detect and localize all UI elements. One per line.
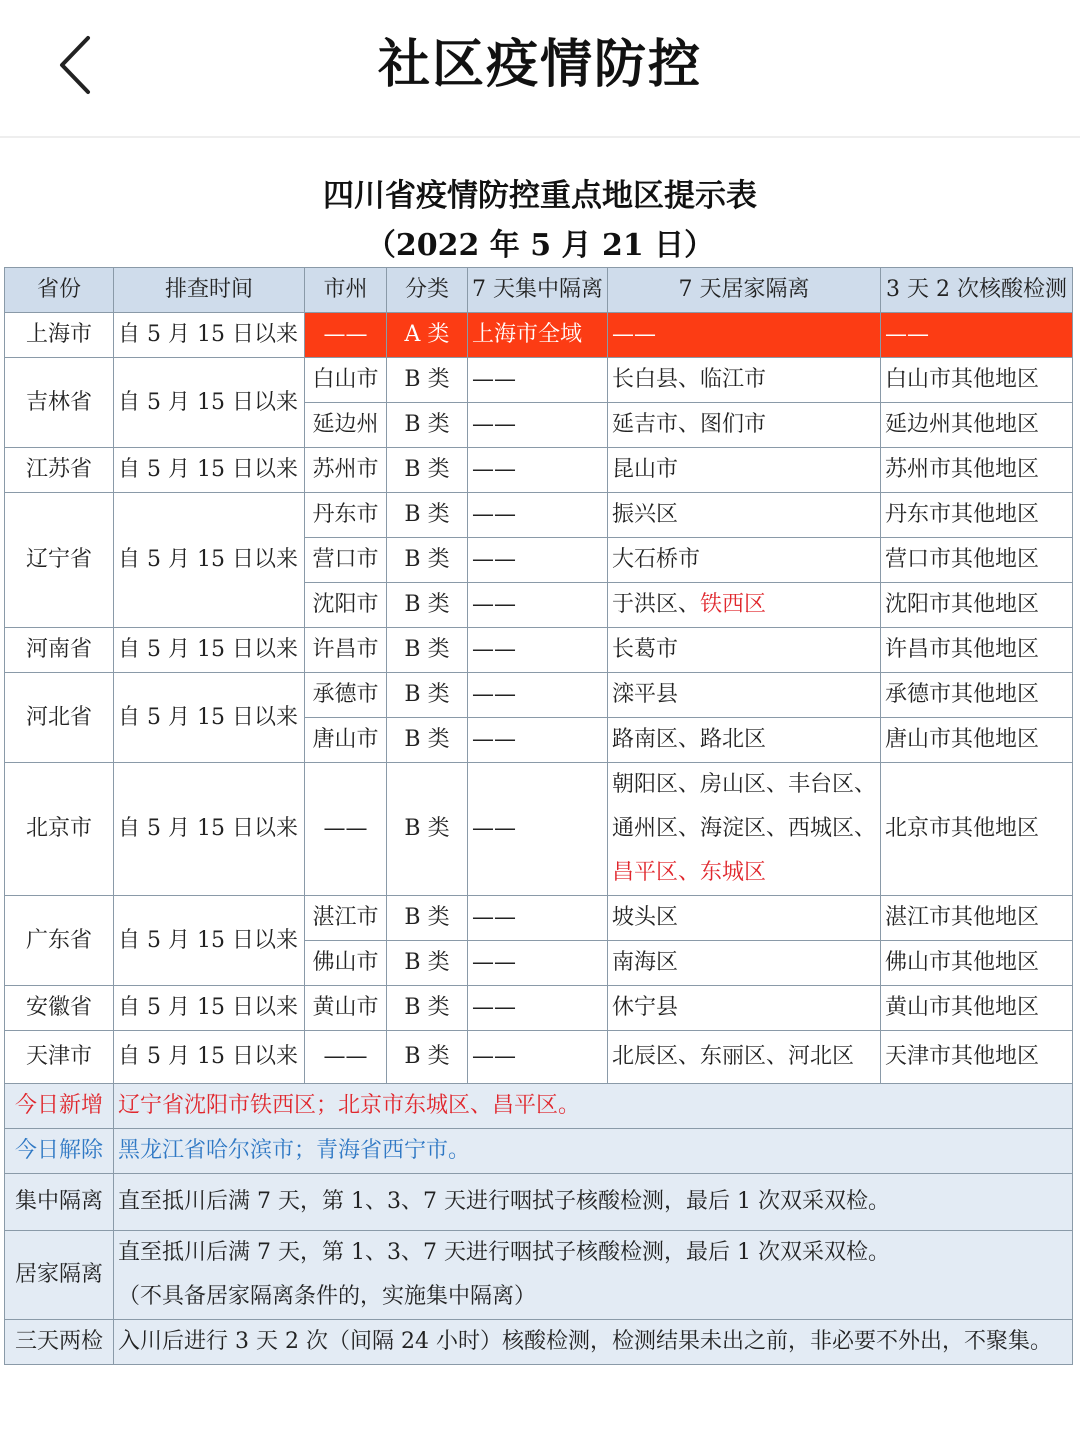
note-text: 入川后进行 3 天 2 次（间隔 24 小时）核酸检测，检测结果未出之前，非必要不外出，不聚集。: [114, 1320, 1073, 1365]
note-text: 直至抵川后满 7 天，第 1、3、7 天进行咽拭子核酸检测，最后 1 次双采双检。: [114, 1174, 1073, 1231]
note-label: 今日新增: [5, 1084, 114, 1129]
table-row: [5, 493, 1073, 538]
city-cell: 湛江市: [305, 896, 387, 941]
home-cell: ——: [608, 313, 881, 358]
note-text: 辽宁省沈阳市铁西区；北京市东城区、昌平区。: [114, 1084, 1073, 1129]
class-cell: A 类: [387, 313, 468, 358]
time-cell: 自 5 月 15 日以来: [114, 896, 305, 986]
table-row: [5, 358, 1073, 403]
central-cell: ——: [468, 986, 608, 1031]
class-cell: B 类: [387, 448, 468, 493]
class-cell: B 类: [387, 628, 468, 673]
central-cell: ——: [468, 628, 608, 673]
home-cell: 延吉市、图们市: [608, 403, 881, 448]
city-cell: 营口市: [305, 538, 387, 583]
document-title: 四川省疫情防控重点地区提示表: [323, 178, 757, 214]
test-cell: 苏州市其他地区: [881, 448, 1073, 493]
class-cell: B 类: [387, 763, 468, 896]
home-cell: [608, 583, 881, 628]
class-cell: B 类: [387, 1031, 468, 1084]
class-cell: B 类: [387, 896, 468, 941]
test-cell: 承德市其他地区: [881, 673, 1073, 718]
central-cell: ——: [468, 1031, 608, 1084]
time-cell: 自 5 月 15 日以来: [114, 763, 305, 896]
page-title: 社区疫情防控: [377, 35, 702, 95]
note-row-added: [5, 1084, 1073, 1129]
col-time: 排查时间: [114, 268, 305, 313]
central-cell: ——: [468, 673, 608, 718]
central-cell: ——: [468, 718, 608, 763]
central-cell: ——: [468, 403, 608, 448]
central-cell: ——: [468, 358, 608, 403]
time-cell: 自 5 月 15 日以来: [114, 673, 305, 763]
home-cell: 路南区、路北区: [608, 718, 881, 763]
note-text: 黑龙江省哈尔滨市；青海省西宁市。: [114, 1129, 1073, 1174]
note-row-central: [5, 1174, 1073, 1231]
city-cell: ——: [305, 1031, 387, 1084]
test-cell: 北京市其他地区: [881, 763, 1073, 896]
class-cell: B 类: [387, 358, 468, 403]
home-area-new-text: 铁西区: [700, 592, 767, 617]
city-cell: 白山市: [305, 358, 387, 403]
note-row-three: [5, 1320, 1073, 1365]
central-cell: ——: [468, 538, 608, 583]
time-cell: 自 5 月 15 日以来: [114, 628, 305, 673]
note-label: 三天两检: [5, 1320, 114, 1365]
city-cell: 丹东市: [305, 493, 387, 538]
test-cell: ——: [881, 313, 1073, 358]
home-cell: 南海区: [608, 941, 881, 986]
col-test: 3 天 2 次核酸检测: [881, 268, 1073, 313]
province-cell: 吉林省: [5, 358, 114, 448]
city-cell: ——: [305, 763, 387, 896]
home-cell: 大石桥市: [608, 538, 881, 583]
test-cell: 沈阳市其他地区: [881, 583, 1073, 628]
col-province: 省份: [5, 268, 114, 313]
city-cell: 延边州: [305, 403, 387, 448]
note-row-lifted: [5, 1129, 1073, 1174]
time-cell: 自 5 月 15 日以来: [114, 493, 305, 628]
test-cell: 营口市其他地区: [881, 538, 1073, 583]
table-row: [5, 448, 1073, 493]
home-line: 朝阳区、房山区、丰台区、: [612, 772, 877, 797]
test-cell: 许昌市其他地区: [881, 628, 1073, 673]
home-cell: 昆山市: [608, 448, 881, 493]
home-cell: 北辰区、东丽区、河北区: [608, 1031, 881, 1084]
central-cell: ——: [468, 941, 608, 986]
class-cell: B 类: [387, 583, 468, 628]
province-cell: 天津市: [5, 1031, 114, 1084]
city-cell: 佛山市: [305, 941, 387, 986]
document-date: （2022 年 5 月 21 日）: [365, 228, 715, 263]
test-cell: 延边州其他地区: [881, 403, 1073, 448]
home-cell: 长葛市: [608, 628, 881, 673]
home-cell: 振兴区: [608, 493, 881, 538]
test-cell: 湛江市其他地区: [881, 896, 1073, 941]
table-row: [5, 896, 1073, 941]
home-line-new: 昌平区、东城区: [612, 860, 767, 885]
province-cell: 安徽省: [5, 986, 114, 1031]
class-cell: B 类: [387, 941, 468, 986]
central-cell: ——: [468, 583, 608, 628]
central-cell: ——: [468, 896, 608, 941]
class-cell: B 类: [387, 538, 468, 583]
home-cell: 滦平县: [608, 673, 881, 718]
time-cell: 自 5 月 15 日以来: [114, 448, 305, 493]
test-cell: 天津市其他地区: [881, 1031, 1073, 1084]
note-label: 集中隔离: [5, 1174, 114, 1231]
col-central: 7 天集中隔离: [468, 268, 608, 313]
test-cell: 黄山市其他地区: [881, 986, 1073, 1031]
province-cell: 北京市: [5, 763, 114, 896]
class-cell: B 类: [387, 403, 468, 448]
time-cell: 自 5 月 15 日以来: [114, 313, 305, 358]
time-cell: 自 5 月 15 日以来: [114, 1031, 305, 1084]
key-areas-table: [4, 267, 1073, 1365]
time-cell: 自 5 月 15 日以来: [114, 986, 305, 1031]
home-cell: 坡头区: [608, 896, 881, 941]
class-cell: B 类: [387, 986, 468, 1031]
central-cell: ——: [468, 763, 608, 896]
col-home: 7 天居家隔离: [608, 268, 881, 313]
class-cell: B 类: [387, 718, 468, 763]
test-cell: 白山市其他地区: [881, 358, 1073, 403]
central-cell: ——: [468, 448, 608, 493]
test-cell: 丹东市其他地区: [881, 493, 1073, 538]
province-cell: 上海市: [5, 313, 114, 358]
home-cell: [608, 763, 881, 896]
table-row: [5, 1031, 1073, 1084]
table-row: [5, 986, 1073, 1031]
test-cell: 唐山市其他地区: [881, 718, 1073, 763]
home-area-text: 于洪区、: [612, 592, 701, 617]
province-cell: 江苏省: [5, 448, 114, 493]
city-cell: 承德市: [305, 673, 387, 718]
note-label: 今日解除: [5, 1129, 114, 1174]
home-cell: 休宁县: [608, 986, 881, 1031]
city-cell: 苏州市: [305, 448, 387, 493]
province-cell: 河南省: [5, 628, 114, 673]
province-cell: 辽宁省: [5, 493, 114, 628]
table-header-row: [5, 268, 1073, 313]
note-line: 直至抵川后满 7 天，第 1、3、7 天进行咽拭子核酸检测，最后 1 次双采双检。: [118, 1240, 890, 1265]
home-cell: 长白县、临江市: [608, 358, 881, 403]
table-row: [5, 673, 1073, 718]
note-row-home: [5, 1231, 1073, 1320]
test-cell: 佛山市其他地区: [881, 941, 1073, 986]
note-label: 居家隔离: [5, 1231, 114, 1320]
note-text: [114, 1231, 1073, 1320]
central-cell: 上海市全域: [468, 313, 608, 358]
time-cell: 自 5 月 15 日以来: [114, 358, 305, 448]
home-line: 通州区、海淀区、西城区、: [612, 816, 877, 841]
city-cell: 沈阳市: [305, 583, 387, 628]
province-cell: 广东省: [5, 896, 114, 986]
col-city: 市州: [305, 268, 387, 313]
table-row: [5, 763, 1073, 896]
city-cell: 许昌市: [305, 628, 387, 673]
central-cell: ——: [468, 493, 608, 538]
province-cell: 河北省: [5, 673, 114, 763]
class-cell: B 类: [387, 673, 468, 718]
table-row: [5, 313, 1073, 358]
city-cell: 唐山市: [305, 718, 387, 763]
city-cell: ——: [305, 313, 387, 358]
city-cell: 黄山市: [305, 986, 387, 1031]
table-row: [5, 628, 1073, 673]
note-line: （不具备居家隔离条件的，实施集中隔离）: [118, 1284, 537, 1309]
col-class: 分类: [387, 268, 468, 313]
class-cell: B 类: [387, 493, 468, 538]
top-bar: [0, 0, 1080, 138]
